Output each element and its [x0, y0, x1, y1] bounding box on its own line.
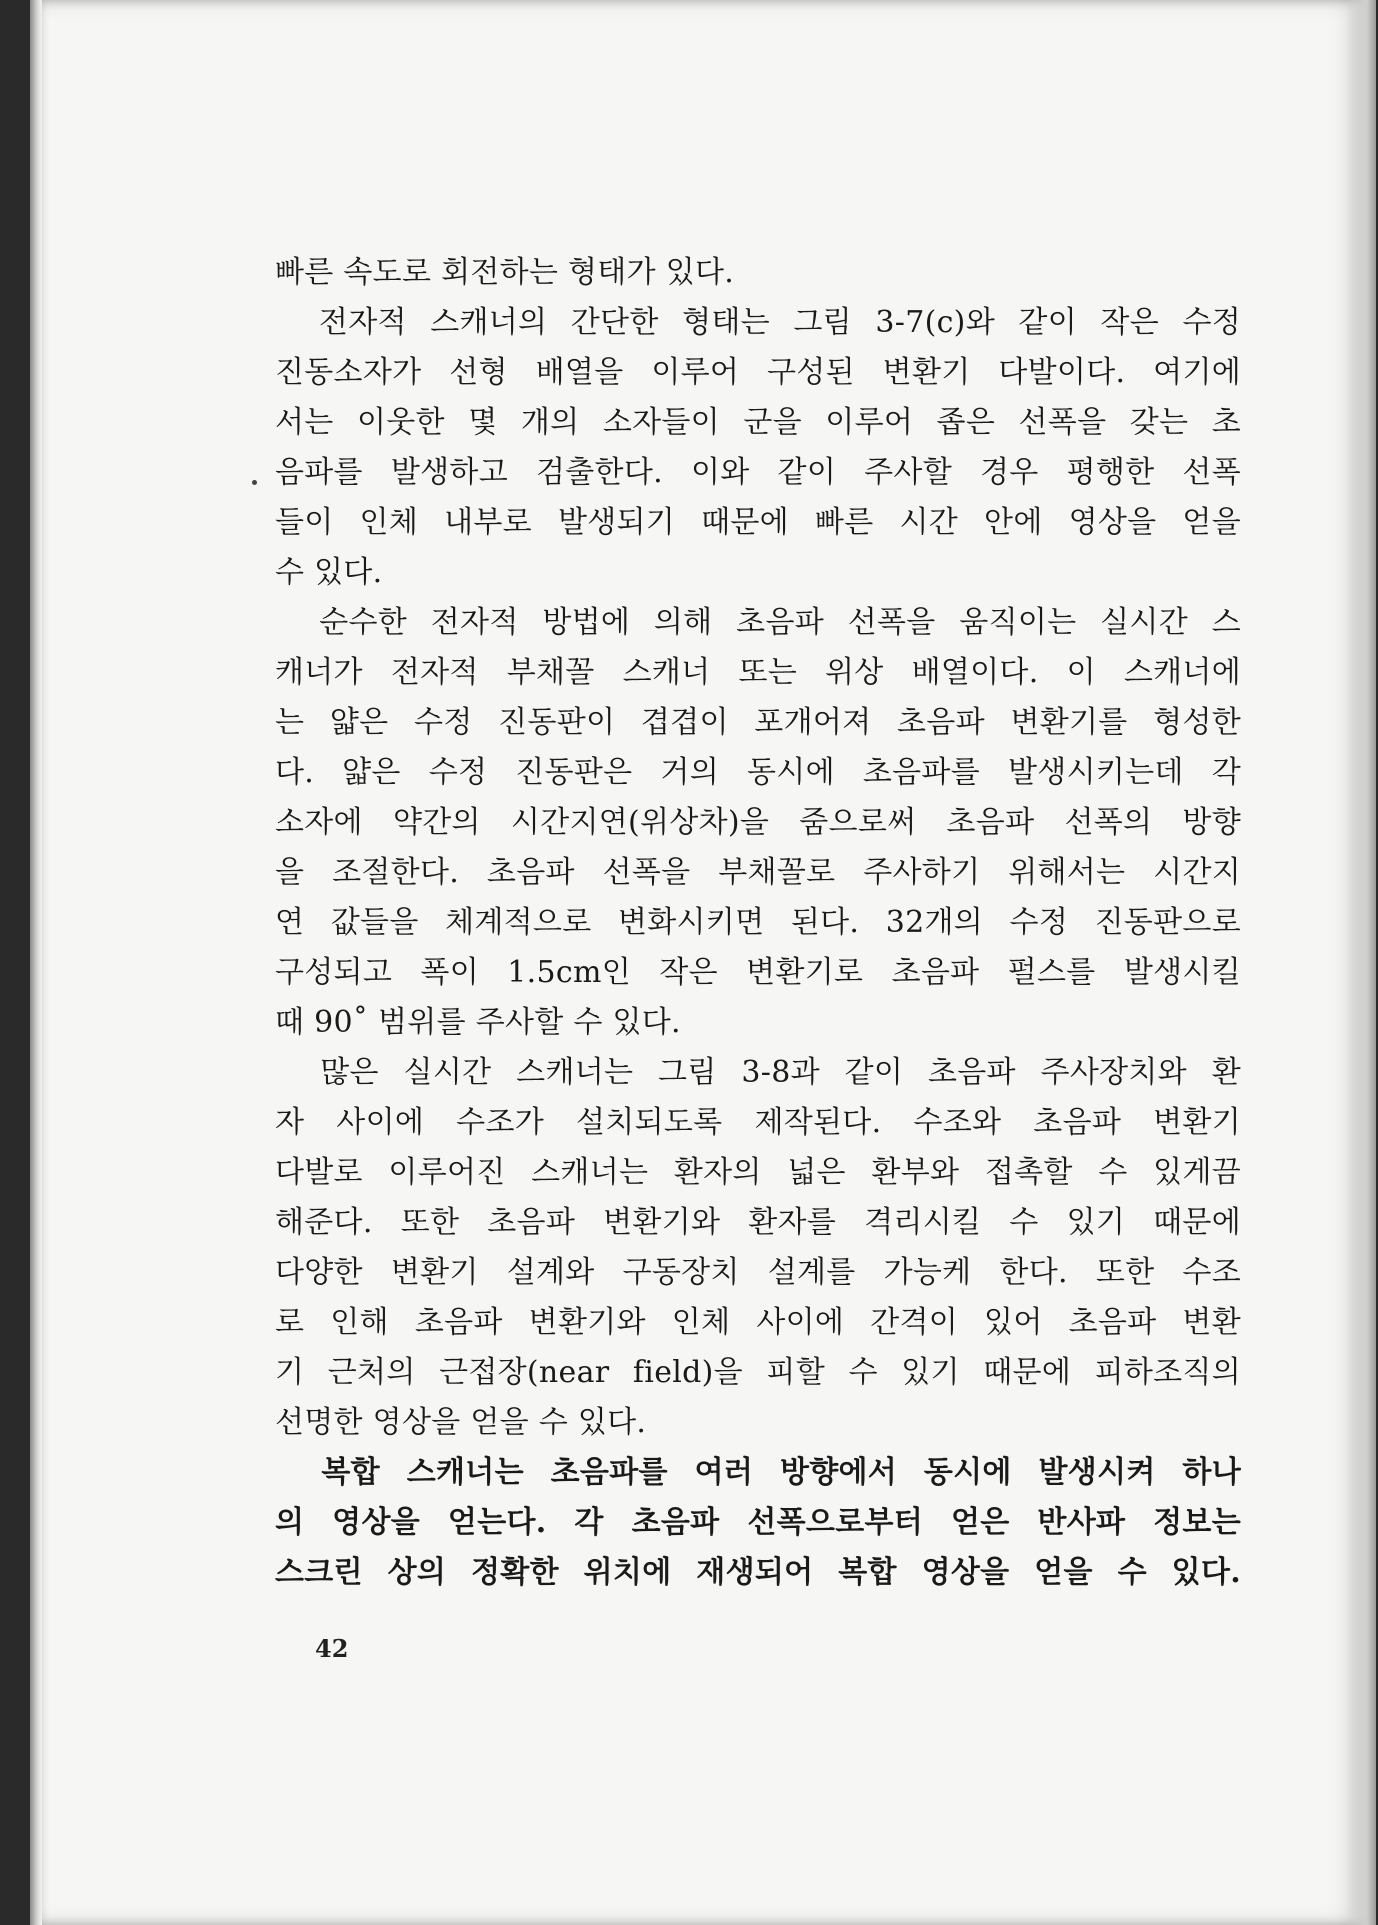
margin-mark [252, 480, 257, 485]
text-line: 음파를 발생하고 검출한다. 이와 같이 주사할 경우 평행한 선폭 [275, 455, 1241, 490]
text-line: 로 인해 초음파 변환기와 인체 사이에 간격이 있어 초음파 변환 [275, 1305, 1241, 1340]
text-line: 전자적 스캐너의 간단한 형태는 그림 3-7(c)와 같이 작은 수정 [275, 305, 1241, 340]
text-line: 다발로 이루어진 스캐너는 환자의 넓은 환부와 접촉할 수 있게끔 [275, 1155, 1241, 1190]
text-line: 구성되고 폭이 1.5cm인 작은 변환기로 초음파 펄스를 발생시킬 [275, 955, 1241, 990]
text-line: 소자에 약간의 시간지연(위상차)을 줌으로써 초음파 선폭의 방향 [275, 805, 1241, 840]
text-line: 빠른 속도로 회전하는 형태가 있다. [275, 255, 735, 290]
text-line: 진동소자가 선형 배열을 이루어 구성된 변환기 다발이다. 여기에 [275, 355, 1241, 390]
text-line: 때 90˚ 범위를 주사할 수 있다. [275, 1005, 681, 1040]
text-line: 순수한 전자적 방법에 의해 초음파 선폭을 움직이는 실시간 스 [275, 605, 1241, 640]
text-line: 는 얇은 수정 진동판이 겹겹이 포개어져 초음파 변환기를 형성한 [275, 705, 1241, 740]
text-line: 캐너가 전자적 부채꼴 스캐너 또는 위상 배열이다. 이 스캐너에 [275, 655, 1241, 690]
text-line: 들이 인체 내부로 발생되기 때문에 빠른 시간 안에 영상을 얻을 [275, 505, 1241, 540]
text-line: 수 있다. [275, 555, 383, 590]
book-page [30, 0, 1376, 1925]
page-number: 42 [315, 1634, 349, 1663]
body-text [275, 248, 1241, 1598]
text-line: 복합 스캐너는 초음파를 여러 방향에서 동시에 발생시켜 하나 [275, 1455, 1241, 1490]
text-line: 스크린 상의 정확한 위치에 재생되어 복합 영상을 얻을 수 있다. [275, 1555, 1241, 1590]
text-line: 해준다. 또한 초음파 변환기와 환자를 격리시킬 수 있기 때문에 [275, 1205, 1241, 1240]
text-line: 선명한 영상을 얻을 수 있다. [275, 1405, 647, 1440]
text-line: 서는 이웃한 몇 개의 소자들이 군을 이루어 좁은 선폭을 갖는 초 [275, 405, 1241, 440]
text-line: 다. 얇은 수정 진동판은 거의 동시에 초음파를 발생시키는데 각 [275, 755, 1241, 790]
text-line: 을 조절한다. 초음파 선폭을 부채꼴로 주사하기 위해서는 시간지 [275, 855, 1241, 890]
text-line: 다양한 변환기 설계와 구동장치 설계를 가능케 한다. 또한 수조 [275, 1255, 1241, 1290]
text-line: 기 근처의 근접장(near field)을 피할 수 있기 때문에 피하조직의 [275, 1355, 1241, 1390]
text-line: 연 값들을 체계적으로 변화시키면 된다. 32개의 수정 진동판으로 [275, 905, 1241, 940]
text-line: 많은 실시간 스캐너는 그림 3-8과 같이 초음파 주사장치와 환 [275, 1055, 1241, 1090]
text-line: 의 영상을 얻는다. 각 초음파 선폭으로부터 얻은 반사파 정보는 [275, 1505, 1241, 1540]
text-line: 자 사이에 수조가 설치되도록 제작된다. 수조와 초음파 변환기 [275, 1105, 1241, 1140]
